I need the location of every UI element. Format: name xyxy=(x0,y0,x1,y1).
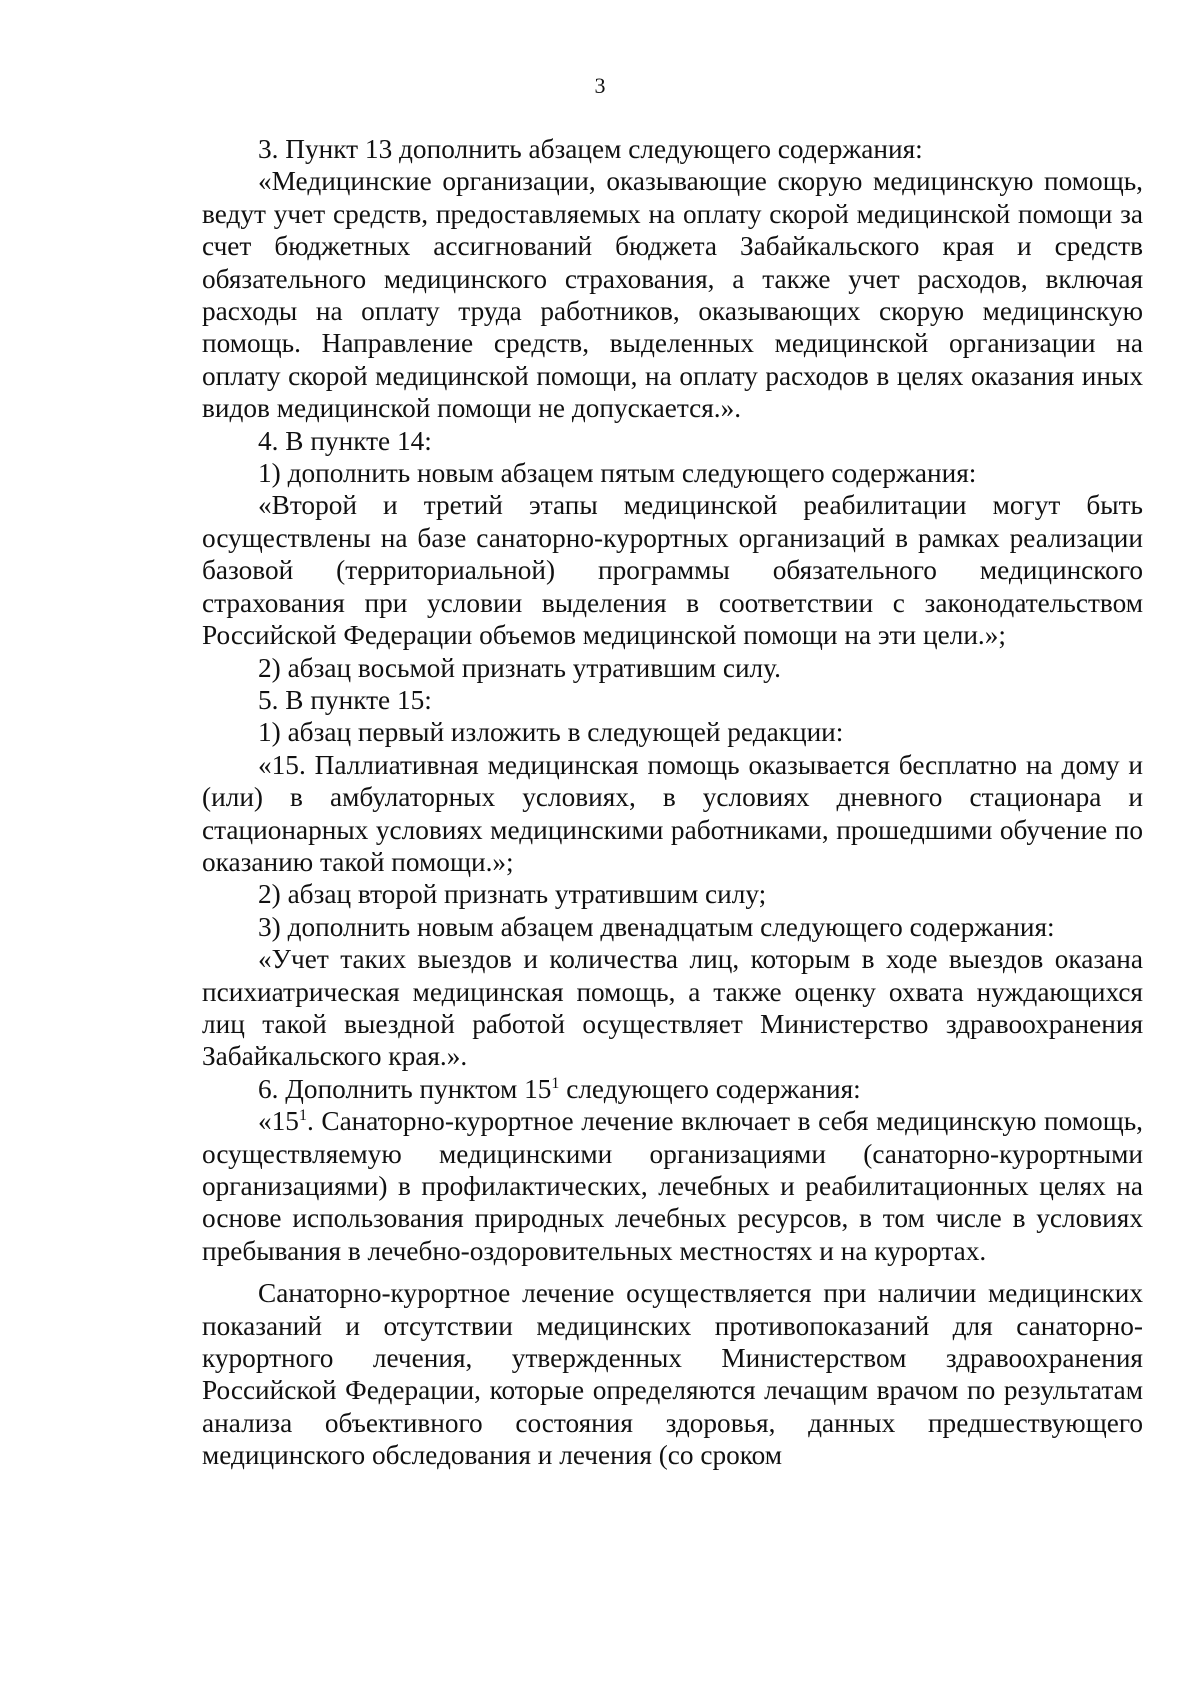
paragraph-item-4-sub1: 1) дополнить новым абзацем пятым следующего содержания: xyxy=(258,458,977,489)
document-body xyxy=(202,133,1143,1472)
paragraph-item-5-sub2: 2) абзац второй признать утратившим силу; xyxy=(258,879,767,910)
paragraph-item-6-continued: Санаторно-курортное лечение осуществляется при наличии медицинских показаний и отсутствии медицинских противопоказаний для санаторно-курортного лечения, утвержденных Министерством здравоохранения Российской Федерации, которые определяются лечащим врачом по результатам анализа объективного состояния здоровья, данных предшествующего медицинского обследования и лечения (со сроком xyxy=(202,1278,1143,1471)
superscript: 1 xyxy=(298,1107,307,1125)
paragraph-item-4-sub2: 2) абзац восьмой признать утратившим силу. xyxy=(258,652,781,683)
paragraph-item-5-sub1: 1) абзац первый изложить в следующей редакции: xyxy=(258,717,844,748)
paragraph-item-4-quote: «Второй и третий этапы медицинской реабилитации могут быть осуществлены на базе санаторно-курортных организаций в рамках реализации базовой (территориальной) программы обязательного медицинского страхования при условии выделения в соответствии с законодательством Российской Федерации объемов медицинской помощи на эти цели.»; xyxy=(202,490,1143,651)
item-6-quote-text: . Санаторно-курортное лечение включает в себя медицинскую помощь, осуществляемую медицинскими организациями (санаторно-курортными организациями) в профилактических, лечебных и реабилитационных целях на основе использования природных лечебных ресурсов, в том числе в условиях пребывания в лечебно-оздоровительных местностях и на курортах. xyxy=(202,1106,1143,1266)
paragraph-item-3-heading: 3. Пункт 13 дополнить абзацем следующего содержания: xyxy=(258,134,923,164)
paragraph-item-5-quote2: «Учет таких выездов и количества лиц, которым в ходе выездов оказана психиатрическая медицинская помощь, а также оценку охвата нуждающихся лиц такой выездной работой осуществляет Министерство здравоохранения Забайкальского края.». xyxy=(202,944,1143,1072)
paragraph-item-6-quote xyxy=(202,1105,1143,1267)
page-number: 3 xyxy=(594,73,606,98)
item-6-heading-tail: следующего содержания: xyxy=(559,1073,861,1104)
paragraph-item-4-heading: 4. В пункте 14: xyxy=(258,425,432,456)
paragraph-item-3-quote: «Медицинские организации, оказывающие скорую медицинскую помощь, ведут учет средств, предоставляемых на оплату скорой медицинской помощи за счет бюджетных ассигнований бюджета Забайкальского края и средств обязательного медицинского страхования, а также учет расходов, включая расходы на оплату труда работников, оказывающих скорую медицинскую помощь. Направление средств, выделенных медицинской организации на оплату скорой медицинской помощи, на оплату расходов в целях оказания иных видов медицинской помощи не допускается.». xyxy=(202,166,1143,424)
paragraph-item-5-heading: 5. В пункте 15: xyxy=(258,684,432,715)
item-6-heading-text: 6. Дополнить пунктом 15 xyxy=(258,1073,552,1104)
superscript: 1 xyxy=(551,1074,560,1092)
item-6-quote-start: «15 xyxy=(258,1106,299,1137)
paragraph-item-5-quote1: «15. Паллиативная медицинская помощь оказывается бесплатно на дому и (или) в амбулаторных условиях, в условиях дневного стационара и стационарных условиях медицинскими работниками, прошедшими обучение по оказанию такой помощи.»; xyxy=(202,749,1143,877)
paragraph-item-5-sub3: 3) дополнить новым абзацем двенадцатым следующего содержания: xyxy=(258,911,1055,942)
paragraph-item-6-heading xyxy=(202,1073,1143,1105)
